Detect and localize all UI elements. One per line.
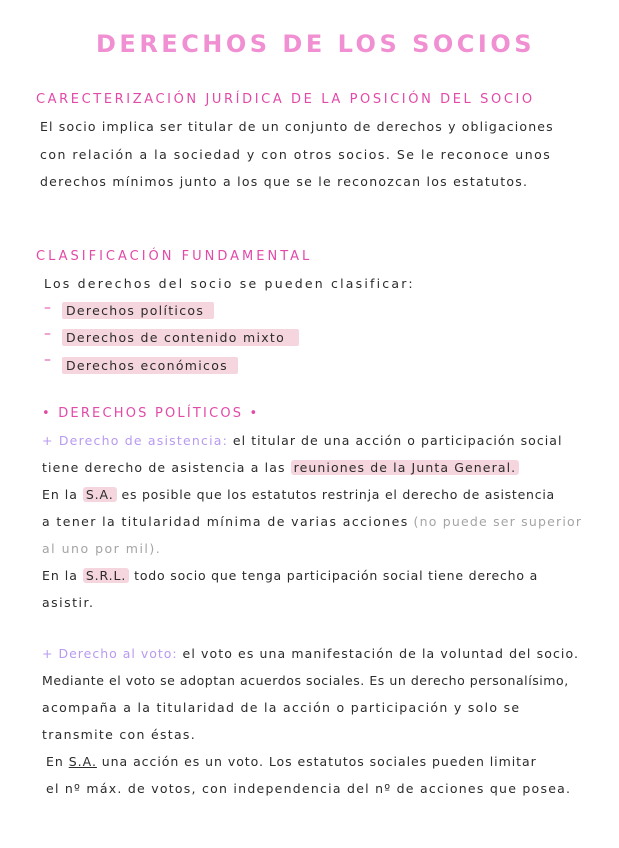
text-span: En la [42,487,78,502]
paragraph-line: derechos mínimos junto a los que se le reconozcan los estatutos. [40,174,529,189]
underlined-text: S.A. [68,754,97,769]
list-dash: – [44,352,51,368]
page-title: DERECHOS DE LOS SOCIOS [96,30,536,58]
asistencia-line-6 [42,568,538,584]
asistencia-line-4 [42,514,582,530]
asistencia-line-2 [42,460,519,476]
asistencia-line-3 [42,487,555,503]
paragraph-line: Mediante el voto se adoptan acuerdos sociales. Es un derecho personalísimo, [42,673,569,688]
list-dash: – [44,326,51,342]
text-span: todo socio que tenga participación social tiene derecho a [134,568,539,583]
paragraph-line: el nº máx. de votos, con independencia del nº de acciones que posea. [46,781,572,796]
text-span: una acción es un voto. Los estatutos sociales pueden limitar [101,754,537,769]
highlighted-text: S.A. [83,487,117,502]
text-span: el titular de una acción o participación social [232,433,563,448]
section-heading-clasificacion: CLASIFICACIÓN FUNDAMENTAL [36,249,313,264]
voto-line-1 [42,646,579,662]
paragraph-line: acompaña a la titularidad de la acción o participación y solo se [42,700,521,715]
text-span: a tener la titularidad mínima de varias acciones [42,514,409,529]
list-dash: – [44,300,51,316]
note-text: al uno por mil). [42,541,162,556]
paragraph-line: con relación a la sociedad y con otros socios. Se le reconoce unos [40,147,552,162]
paragraph-line: transmite con éstas. [42,727,197,742]
list-item: Derechos de contenido mixto [62,329,299,346]
note-text: (no puede ser superior [413,514,583,529]
list-item: Derechos políticos [62,302,214,319]
section-heading-derechos-politicos: • DERECHOS POLÍTICOS • [42,406,260,421]
asistencia-line-1 [42,433,563,449]
asistencia-label: + Derecho de asistencia: [42,433,229,448]
text-span: es posible que los estatutos restrinja el derecho de asistencia [121,487,555,502]
text-span: tiene derecho de asistencia a las [42,460,286,475]
text-span: En la [42,568,78,583]
text-span: el voto es una manifestación de la voluntad del socio. [182,646,580,661]
voto-label: + Derecho al voto: [42,646,178,661]
section-heading-caracterizacion: CARECTERIZACIÓN JURÍDICA DE LA POSICIÓN DEL SOCIO [36,92,535,107]
list-item: Derechos económicos [62,357,238,374]
highlighted-text: S.R.L. [83,568,129,583]
intro-line: Los derechos del socio se pueden clasificar: [44,276,415,291]
text-span: En [46,754,64,769]
highlighted-text: reuniones de la Junta General. [291,460,520,475]
voto-line-5 [46,754,537,770]
paragraph-line: El socio implica ser titular de un conjunto de derechos y obligaciones [40,119,554,134]
paragraph-line: asistir. [42,595,95,610]
